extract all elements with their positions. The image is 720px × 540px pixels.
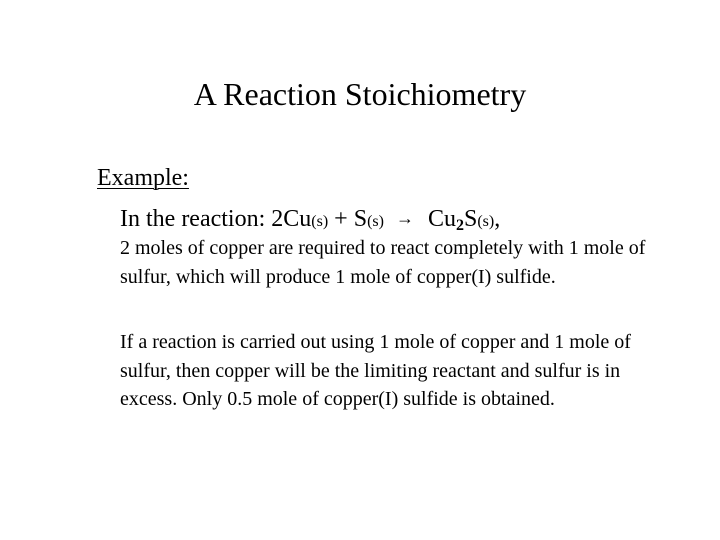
example-heading: Example:: [97, 165, 189, 191]
sulfur-state: (s): [367, 213, 384, 230]
copper-state: (s): [311, 213, 329, 230]
product-subscript: 2: [455, 217, 464, 234]
product-state: (s): [477, 213, 495, 230]
equation-plus-sulfur: + S: [328, 206, 368, 232]
limiting-reactant-paragraph: If a reaction is carried out using 1 mole of copper and 1 mole of sulfur, then copper will be the limiting reactant and sulfur is in excess. Only 0.5 mole of copper(I) sulfide is obtained.: [120, 331, 631, 410]
equation-trailing-comma: ,: [494, 206, 501, 232]
product-sulfur: S: [463, 206, 478, 232]
slide-title: A Reaction Stoichiometry: [193, 76, 527, 112]
mole-ratio-paragraph: 2 moles of copper are required to react completely with 1 mole of sulfur, which will produce 1 mole of copper(I) sulfide.: [120, 237, 646, 288]
reaction-arrow-icon: →: [395, 208, 414, 228]
equation-intro: In the reaction: 2Cu: [120, 206, 312, 232]
product-copper: Cu: [427, 206, 456, 232]
